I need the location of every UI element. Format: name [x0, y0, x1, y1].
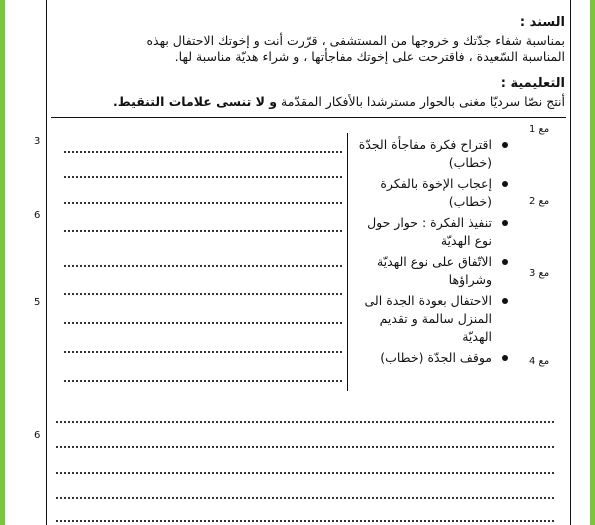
score-value: 6	[34, 210, 41, 221]
idea-item: اقتراح فكرة مفاجأة الجدّة (خطاب)	[352, 136, 510, 172]
sanad-line: بمناسبة شفاء جدّتك و خروجها من المستشفى ، قرّرت أنت و إخوتك الاحتفال بهذه	[146, 33, 565, 48]
sanad-heading: السند :	[519, 15, 565, 30]
score-value: 5	[34, 297, 41, 308]
writing-line[interactable]	[64, 293, 342, 295]
writing-line[interactable]	[64, 230, 342, 232]
idea-item: إعجاب الإخوة بالفكرة (خطاب)	[352, 175, 510, 211]
left-green-border	[0, 0, 5, 525]
score-value: 3	[34, 136, 41, 147]
writing-line[interactable]	[56, 421, 554, 423]
writing-line[interactable]	[64, 322, 342, 324]
criterion-label: مع 1	[529, 124, 550, 135]
column-divider	[347, 133, 348, 391]
writing-line[interactable]	[64, 151, 342, 153]
writing-line[interactable]	[64, 176, 342, 178]
writing-line[interactable]	[64, 380, 342, 382]
ideas-list	[352, 136, 510, 370]
writing-line[interactable]	[64, 351, 342, 353]
idea-item: موقف الجدّة (خطاب)	[352, 349, 510, 367]
writing-line[interactable]	[64, 265, 342, 267]
instruction-body: أنتج نصّا سرديّا مغنى بالحوار مسترشدا بالأفكار المقدّمة	[281, 94, 565, 109]
sanad-text	[75, 33, 565, 65]
writing-line[interactable]	[64, 202, 342, 204]
writing-line[interactable]	[56, 497, 554, 499]
writing-line[interactable]	[56, 472, 554, 474]
section-separator	[51, 117, 566, 118]
score-value: 6	[34, 430, 41, 441]
idea-item: الاحتفال بعودة الجدة الى المنزل سالمة و تقديم الهديّة	[352, 292, 510, 346]
writing-line[interactable]	[56, 446, 554, 448]
criterion-label: مع 3	[529, 268, 550, 279]
instruction-heading: التعليمية :	[500, 76, 565, 91]
right-green-border	[590, 0, 595, 525]
criterion-label: مع 2	[529, 196, 550, 207]
sanad-line: المناسبة السّعيدة ، فاقترحت على إخوتك مفاجأتها ، و شراء هديّة مناسبة لها.	[174, 49, 565, 64]
writing-line[interactable]	[56, 520, 554, 522]
page-left-rule	[46, 0, 47, 525]
instruction-text	[75, 94, 565, 110]
idea-item: تنفيذ الفكرة : حوار حول نوع الهديّة	[352, 214, 510, 250]
page-right-rule	[570, 0, 571, 525]
criterion-label: مع 4	[529, 356, 550, 367]
idea-item: الاتّفاق على نوع الهديّة وشراؤها	[352, 253, 510, 289]
instruction-emphasis: و لا تنسى علامات التنقيط.	[112, 94, 278, 109]
